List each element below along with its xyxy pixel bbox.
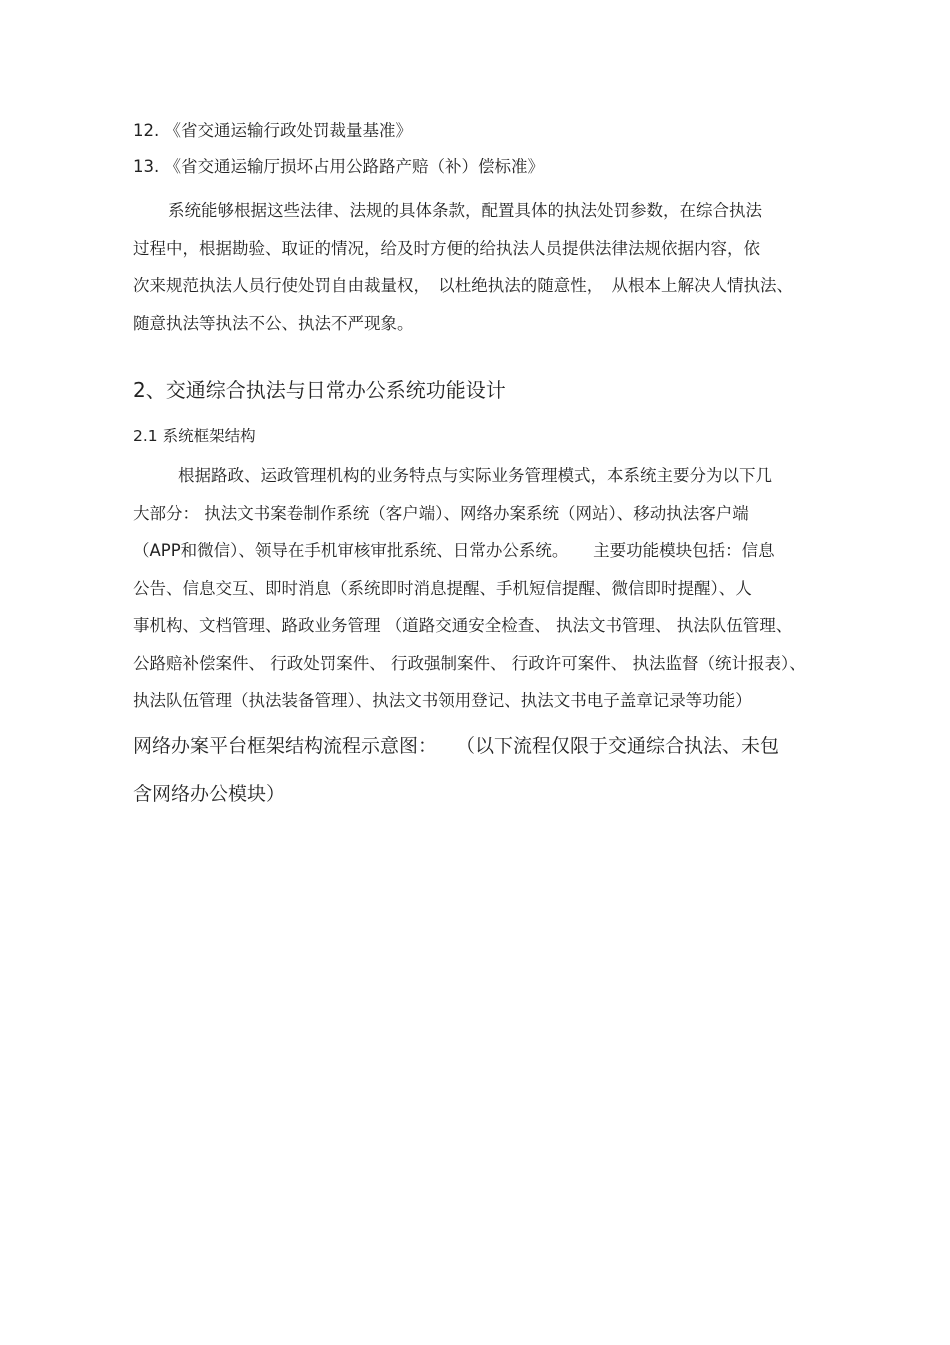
paragraph-line: 大部分： 执法文书案卷制作系统（客户端）、网络办案系统（网站）、移动执法客户端 [133,504,749,523]
paragraph-line: （APP和微信）、领导在手机审核审批系统、日常办公系统。 主要功能模块包括：信息 [133,541,775,560]
paragraph-line: 系统能够根据这些法律、法规的具体条款，配置具体的执法处罚参数，在综合执法 [168,201,762,220]
paragraph-line: 次来规范执法人员行使处罚自由裁量权， 以杜绝执法的随意性， 从根本上解决人情执法、 [133,276,793,295]
paragraph-line: 随意执法等执法不公、执法不严现象。 [133,314,414,333]
subsection-title: 2.1 系统框架结构 [133,427,256,445]
paragraph-line: 根据路政、运政管理机构的业务特点与实际业务管理模式，本系统主要分为以下几 [178,466,772,485]
paragraph-line: 公路赔补偿案件、 行政处罚案件、 行政强制案件、 行政许可案件、 执法监督（统计报表）、 [133,654,806,673]
paragraph-line: 过程中，根据勘验、取证的情况，给及时方便的给执法人员提供法律法规依据内容，依 [133,239,760,258]
list-item: 13. 《省交通运输厅损坏占用公路路产赔（补）偿标准》 [133,157,544,176]
diagram-caption-line: 网络办案平台框架结构流程示意图： （以下流程仅限于交通综合执法、未包 [133,735,780,757]
list-item: 12. 《省交通运输行政处罚裁量基准》 [133,121,412,140]
paragraph-line: 公告、信息交互、即时消息（系统即时消息提醒、手机短信提醒、微信即时提醒）、人 [133,579,752,598]
paragraph-line: 事机构、文档管理、路政业务管理 （道路交通安全检查、 执法文书管理、 执法队伍管理、 [133,616,793,635]
diagram-caption-line: 含网络办公模块） [133,783,286,805]
section-title: 2、交通综合执法与日常办公系统功能设计 [133,378,506,402]
paragraph-line: 执法队伍管理（执法装备管理）、执法文书领用登记、执法文书电子盖章记录等功能） [133,691,752,710]
